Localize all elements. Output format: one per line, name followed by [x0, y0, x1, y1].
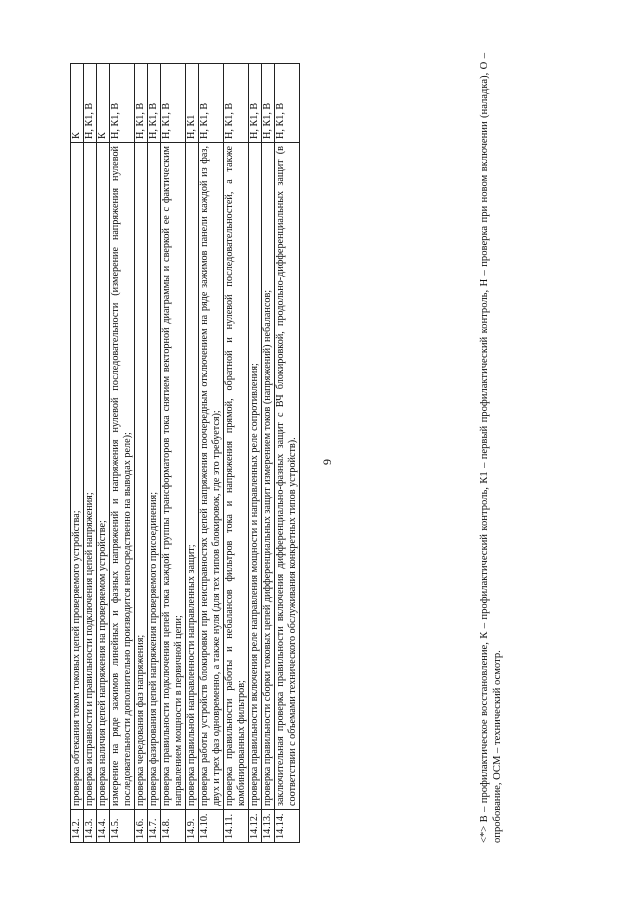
row-code: К	[71, 64, 84, 143]
row-code: Н, К1, В	[148, 64, 161, 143]
table-row	[161, 64, 186, 843]
row-text: измерение на ряде зажимов линейных и фазных напряжений и напряжения нулевой последовательности (измерение напряжения нулевой последовательности дополнительно производится непосредственно на выводах реле);	[110, 143, 135, 810]
row-number: 14.3.	[84, 810, 97, 843]
row-number: 14.14.	[275, 810, 300, 843]
row-text: проверка правильности подключения цепей тока каждой группы трансформаторов тока снятием векторной диаграммы и сверкой ее с фактическим направлением мощности в первичной цепи;	[161, 143, 186, 810]
table-row	[71, 64, 84, 843]
table-body	[71, 64, 300, 843]
row-code: Н, К1, В	[84, 64, 97, 143]
row-text: проверка обтекания током токовых цепей проверяемого устройства;	[71, 143, 84, 810]
footnote: <*> В – профилактическое восстановление, К – профилактический контроль, К1 – первый профилактический контроль, Н – проверка при новом включении (наладка), О – опробование, ОСМ – технический осмотр.	[479, 53, 503, 843]
row-text: заключительная проверка правильности включения дифференциально-фазных защит с ВЧ блокировкой, продольно-дифференциальных защит (в соответствии с объемами технического обслуживания конкретных типов устройств).	[275, 143, 300, 810]
row-number: 14.4.	[97, 810, 110, 843]
table-row	[186, 64, 199, 843]
row-number: 14.12.	[249, 810, 262, 843]
table-row	[224, 64, 249, 843]
row-code: Н, К1, В	[110, 64, 135, 143]
row-text: проверка наличия цепей напряжения на проверяемом устройстве;	[97, 143, 110, 810]
row-code: Н, К1, В	[135, 64, 148, 143]
row-number: 14.13.	[262, 810, 275, 843]
row-code: Н, К1, В	[262, 64, 275, 143]
table-row	[249, 64, 262, 843]
row-text: проверка чередования фаз напряжения;	[135, 143, 148, 810]
table-row	[262, 64, 275, 843]
row-number: 14.10.	[199, 810, 224, 843]
table-row	[148, 64, 161, 843]
row-text: проверка правильности включения реле направления мощности и направленных реле сопротивления;	[249, 143, 262, 810]
row-text: проверка правильности сборки токовых цепей дифференциальных защит измерением токов (напряжений) небалансов;	[262, 143, 275, 810]
row-number: 14.9.	[186, 810, 199, 843]
row-text: проверка правильной направленности направленных защит;	[186, 143, 199, 810]
table-row	[275, 64, 300, 843]
row-text: проверка фазирования цепей напряжения проверяемого присоединения;	[148, 143, 161, 810]
row-code: К	[97, 64, 110, 143]
row-code: Н, К1	[186, 64, 199, 143]
row-code: Н, К1, В	[249, 64, 262, 143]
row-number: 14.7.	[148, 810, 161, 843]
table-row	[84, 64, 97, 843]
row-number: 14.8.	[161, 810, 186, 843]
maintenance-table	[70, 63, 300, 843]
table-row	[110, 64, 135, 843]
row-code: Н, К1, В	[161, 64, 186, 143]
row-code: Н, К1, В	[199, 64, 224, 143]
row-code: Н, К1, В	[224, 64, 249, 143]
page-number: 9	[320, 459, 334, 465]
row-number: 14.5.	[110, 810, 135, 843]
row-code: Н, К1, В	[275, 64, 300, 143]
row-text: проверка исправности и правильности подключения цепей напряжения;	[84, 143, 97, 810]
row-text: проверка правильности работы и небалансов фильтров тока и напряжения прямой, обратной и нулевой последовательностей, а также комбинированных фильтров;	[224, 143, 249, 810]
row-text: проверка работы устройств блокировки при неисправностях цепей напряжения поочередным отключением на ряде зажимов панели каждой из фаз, двух и трех фаз одновременно, а также нуля (для тех типов блокировок, где это требуется);	[199, 143, 224, 810]
table-row	[97, 64, 110, 843]
row-number: 14.11.	[224, 810, 249, 843]
row-number: 14.6.	[135, 810, 148, 843]
row-number: 14.2.	[71, 810, 84, 843]
table-row	[199, 64, 224, 843]
table-row	[135, 64, 148, 843]
